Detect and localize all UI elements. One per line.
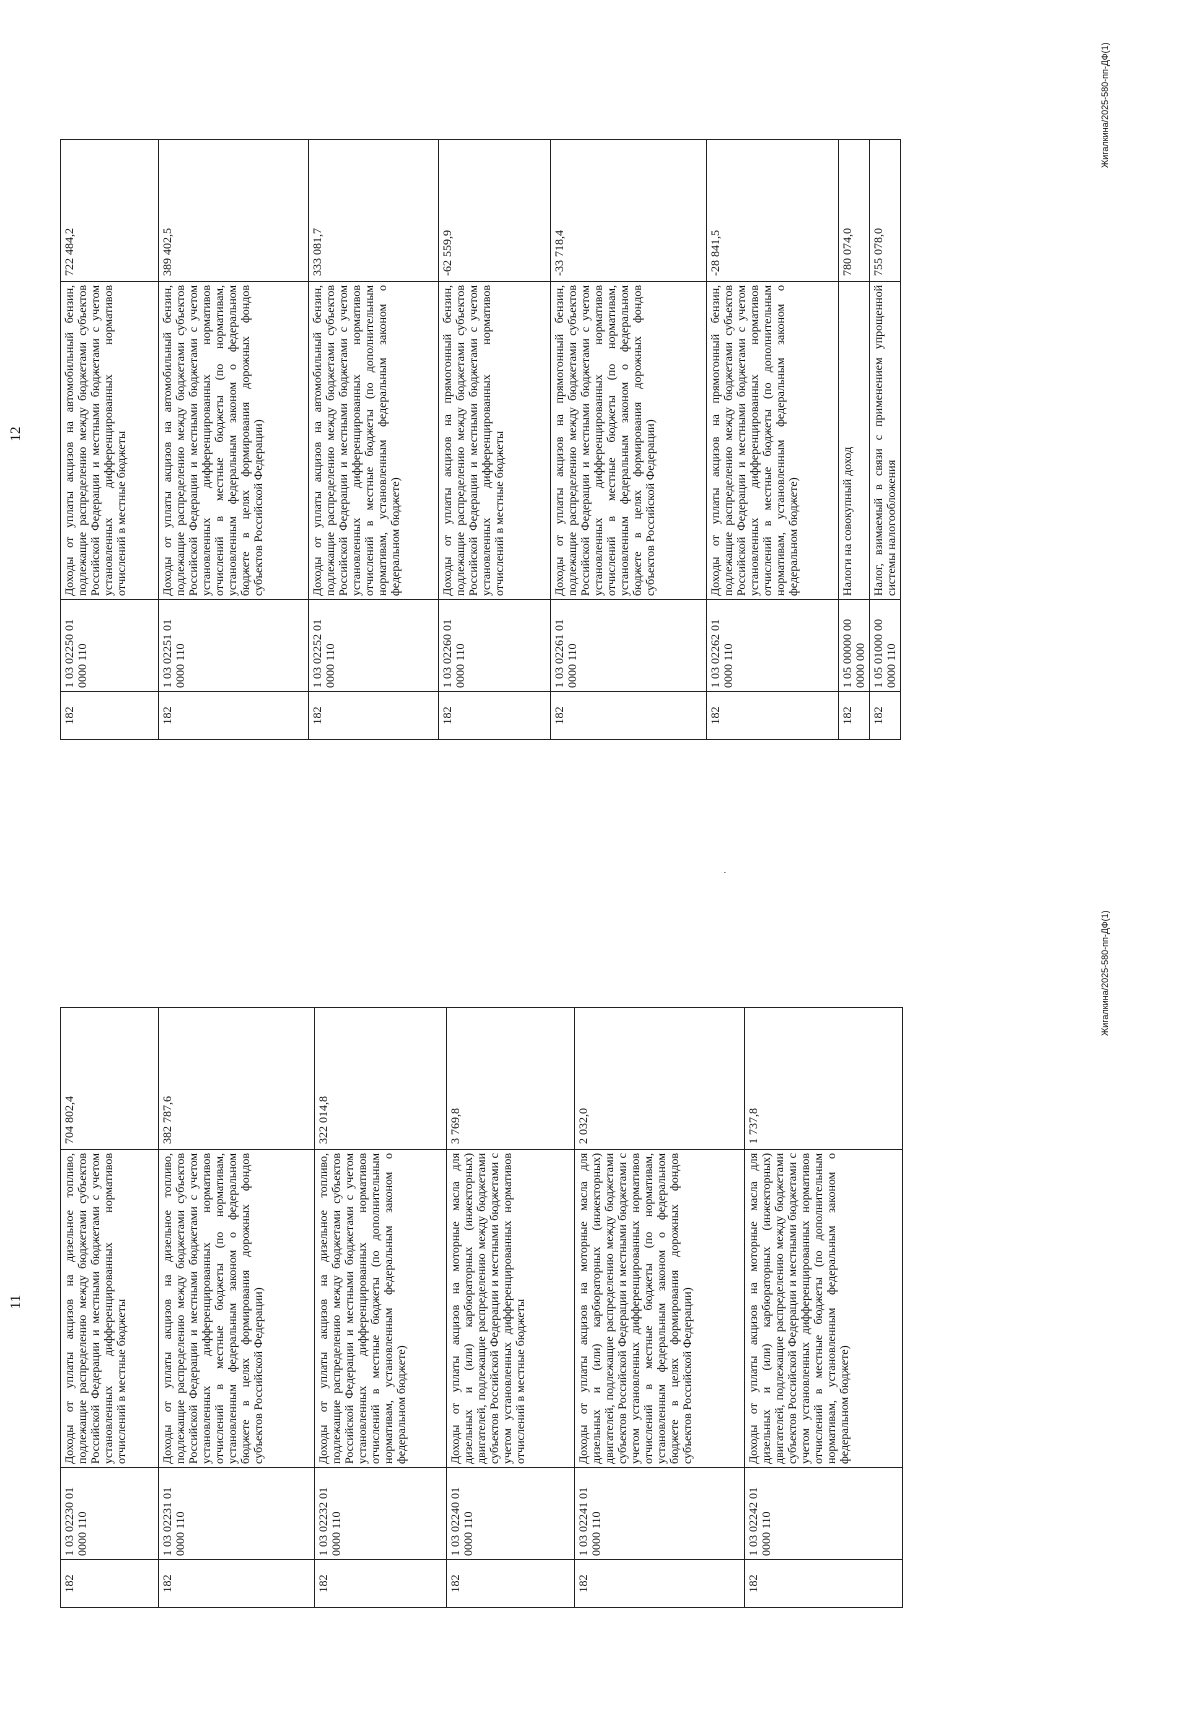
table-row	[707, 140, 839, 740]
amount-cell: 780 074,0	[839, 140, 870, 282]
document-footer-stamp: Жигалкина/2025-580-пп-ДФ(1)	[1100, 910, 1110, 1036]
classification-code-cell: 1 03 02231 01 0000 110	[159, 1468, 315, 1560]
table-row	[551, 140, 707, 740]
table-row	[159, 140, 309, 740]
page-11	[0, 868, 1200, 1736]
table-row	[309, 140, 439, 740]
amount-cell: 322 014,8	[315, 1008, 447, 1150]
table-row	[159, 1008, 315, 1608]
description-cell: Доходы от уплаты акцизов на автомобильный бензин, подлежащие распределению между бюджетами субъектов Российской Федерации и местными бюджетами с учетом установленных дифференцированных нормативов отчислений в местные бюджеты (по дополнительным нормативам, установленным федеральным законом о федеральном бюджете)	[309, 282, 439, 600]
classification-code-cell: 1 03 02242 01 0000 110	[745, 1468, 903, 1560]
document-footer-stamp: Жигалкина/2025-580-пп-ДФ(1)	[1100, 42, 1110, 168]
description-cell: Налоги на совокупный доход	[839, 282, 870, 600]
table-row	[745, 1008, 903, 1608]
admin-code-cell: 182	[707, 692, 839, 740]
description-cell: Доходы от уплаты акцизов на моторные масла для дизельных и (или) карбюраторных (инжекторных) двигателей, подлежащие распределению между бюджетами субъектов Российской Федерации и местными бюджетами с учетом установленных дифференцированных нормативов отчислений в местные бюджеты	[447, 1150, 575, 1468]
table-row	[315, 1008, 447, 1608]
description-cell: Доходы от уплаты акцизов на дизельное топливо, подлежащие распределению между бюджетами субъектов Российской Федерации и местными бюджетами с учетом установленных дифференцированных нормативов отчислений в местные бюджеты (по дополнительным нормативам, установленным федеральным законом о федеральном бюджете)	[315, 1150, 447, 1468]
classification-code-cell: 1 03 02240 01 0000 110	[447, 1468, 575, 1560]
admin-code-cell: 182	[575, 1560, 745, 1608]
amount-cell: 1 737,8	[745, 1008, 903, 1150]
classification-code-cell: 1 03 02252 01 0000 110	[309, 600, 439, 692]
admin-code-cell: 182	[745, 1560, 903, 1608]
table-row	[839, 140, 870, 740]
classification-code-cell: 1 03 02251 01 0000 110	[159, 600, 309, 692]
page-number: 12	[8, 426, 24, 442]
amount-cell: 382 787,6	[159, 1008, 315, 1150]
amount-cell: 704 802,4	[61, 1008, 159, 1150]
admin-code-cell: 182	[61, 1560, 159, 1608]
classification-code-cell: 1 03 02260 01 0000 110	[439, 600, 551, 692]
description-cell: Доходы от уплаты акцизов на прямогонный бензин, подлежащие распределению между бюджетами субъектов Российской Федерации и местными бюджетами с учетом установленных дифференцированных нормативов отчислений в местные бюджеты (по нормативам, установленным федеральным законом о федеральном бюджете в целях формирования дорожных фондов субъектов Российской Федерации)	[551, 282, 707, 600]
admin-code-cell: 182	[551, 692, 707, 740]
table-row	[575, 1008, 745, 1608]
admin-code-cell: 182	[315, 1560, 447, 1608]
admin-code-cell: 182	[839, 692, 870, 740]
classification-code-cell: 1 03 02261 01 0000 110	[551, 600, 707, 692]
admin-code-cell: 182	[439, 692, 551, 740]
revenue-table	[60, 1007, 903, 1608]
amount-cell: 3 769,8	[447, 1008, 575, 1150]
amount-cell: 389 402,5	[159, 140, 309, 282]
page-number: 11	[8, 1294, 24, 1310]
description-cell: Доходы от уплаты акцизов на моторные масла для дизельных и (или) карбюраторных (инжекторных) двигателей, подлежащие распределению между бюджетами субъектов Российской Федерации и местными бюджетами с учетом установленных дифференцированных нормативов отчислений в местные бюджеты (по нормативам, установленным федеральным законом о федеральном бюджете в целях формирования дорожных фондов субъектов Российской Федерации)	[575, 1150, 745, 1468]
table-row	[61, 140, 159, 740]
table-row	[61, 1008, 159, 1608]
amount-cell: -33 718,4	[551, 140, 707, 282]
description-cell: Доходы от уплаты акцизов на дизельное топливо, подлежащие распределению между бюджетами субъектов Российской Федерации и местными бюджетами с учетом установленных дифференцированных нормативов отчислений в местные бюджеты	[61, 1150, 159, 1468]
scan-mark: ·	[720, 871, 730, 874]
admin-code-cell: 182	[159, 692, 309, 740]
description-cell: Налог, взимаемый в связи с применением упрощенной системы налогообложения	[870, 282, 901, 600]
table-row	[447, 1008, 575, 1608]
description-cell: Доходы от уплаты акцизов на автомобильный бензин, подлежащие распределению между бюджетами субъектов Российской Федерации и местными бюджетами с учетом установленных дифференцированных нормативов отчислений в местные бюджеты (по нормативам, установленным федеральным законом о федеральном бюджете в целях формирования дорожных фондов субъектов Российской Федерации)	[159, 282, 309, 600]
amount-cell: 333 081,7	[309, 140, 439, 282]
revenue-table	[60, 139, 901, 740]
description-cell: Доходы от уплаты акцизов на автомобильный бензин, подлежащие распределению между бюджетами субъектов Российской Федерации и местными бюджетами с учетом установленных дифференцированных нормативов отчислений в местные бюджеты	[61, 282, 159, 600]
amount-cell: 2 032,0	[575, 1008, 745, 1150]
description-cell: Доходы от уплаты акцизов на моторные масла для дизельных и (или) карбюраторных (инжекторных) двигателей, подлежащие распределению между бюджетами субъектов Российской Федерации и местными бюджетами с учетом установленных дифференцированных нормативов отчислений в местные бюджеты (по дополнительным нормативам, установленным федеральным законом о федеральном бюджете)	[745, 1150, 903, 1468]
admin-code-cell: 182	[159, 1560, 315, 1608]
description-cell: Доходы от уплаты акцизов на дизельное топливо, подлежащие распределению между бюджетами субъектов Российской Федерации и местными бюджетами с учетом установленных дифференцированных нормативов отчислений в местные бюджеты (по нормативам, установленным федеральным законом о федеральном бюджете в целях формирования дорожных фондов субъектов Российской Федерации)	[159, 1150, 315, 1468]
admin-code-cell: 182	[61, 692, 159, 740]
classification-code-cell: 1 03 02241 01 0000 110	[575, 1468, 745, 1560]
description-cell: Доходы от уплаты акцизов на прямогонный бензин, подлежащие распределению между бюджетами субъектов Российской Федерации и местными бюджетами с учетом установленных дифференцированных нормативов отчислений в местные бюджеты (по дополнительным нормативам, установленным федеральным законом о федеральном бюджете)	[707, 282, 839, 600]
admin-code-cell: 182	[870, 692, 901, 740]
amount-cell: -28 841,5	[707, 140, 839, 282]
description-cell: Доходы от уплаты акцизов на прямогонный бензин, подлежащие распределению между бюджетами субъектов Российской Федерации и местными бюджетами с учетом установленных дифференцированных нормативов отчислений в местные бюджеты	[439, 282, 551, 600]
table-row	[870, 140, 901, 740]
table-row	[439, 140, 551, 740]
amount-cell: -62 559,9	[439, 140, 551, 282]
amount-cell: 755 078,0	[870, 140, 901, 282]
classification-code-cell: 1 03 02230 01 0000 110	[61, 1468, 159, 1560]
classification-code-cell: 1 03 02232 01 0000 110	[315, 1468, 447, 1560]
classification-code-cell: 1 03 02262 01 0000 110	[707, 600, 839, 692]
admin-code-cell: 182	[447, 1560, 575, 1608]
classification-code-cell: 1 05 00000 00 0000 000	[839, 600, 870, 692]
amount-cell: 722 484,2	[61, 140, 159, 282]
classification-code-cell: 1 03 02250 01 0000 110	[61, 600, 159, 692]
admin-code-cell: 182	[309, 692, 439, 740]
classification-code-cell: 1 05 01000 00 0000 110	[870, 600, 901, 692]
